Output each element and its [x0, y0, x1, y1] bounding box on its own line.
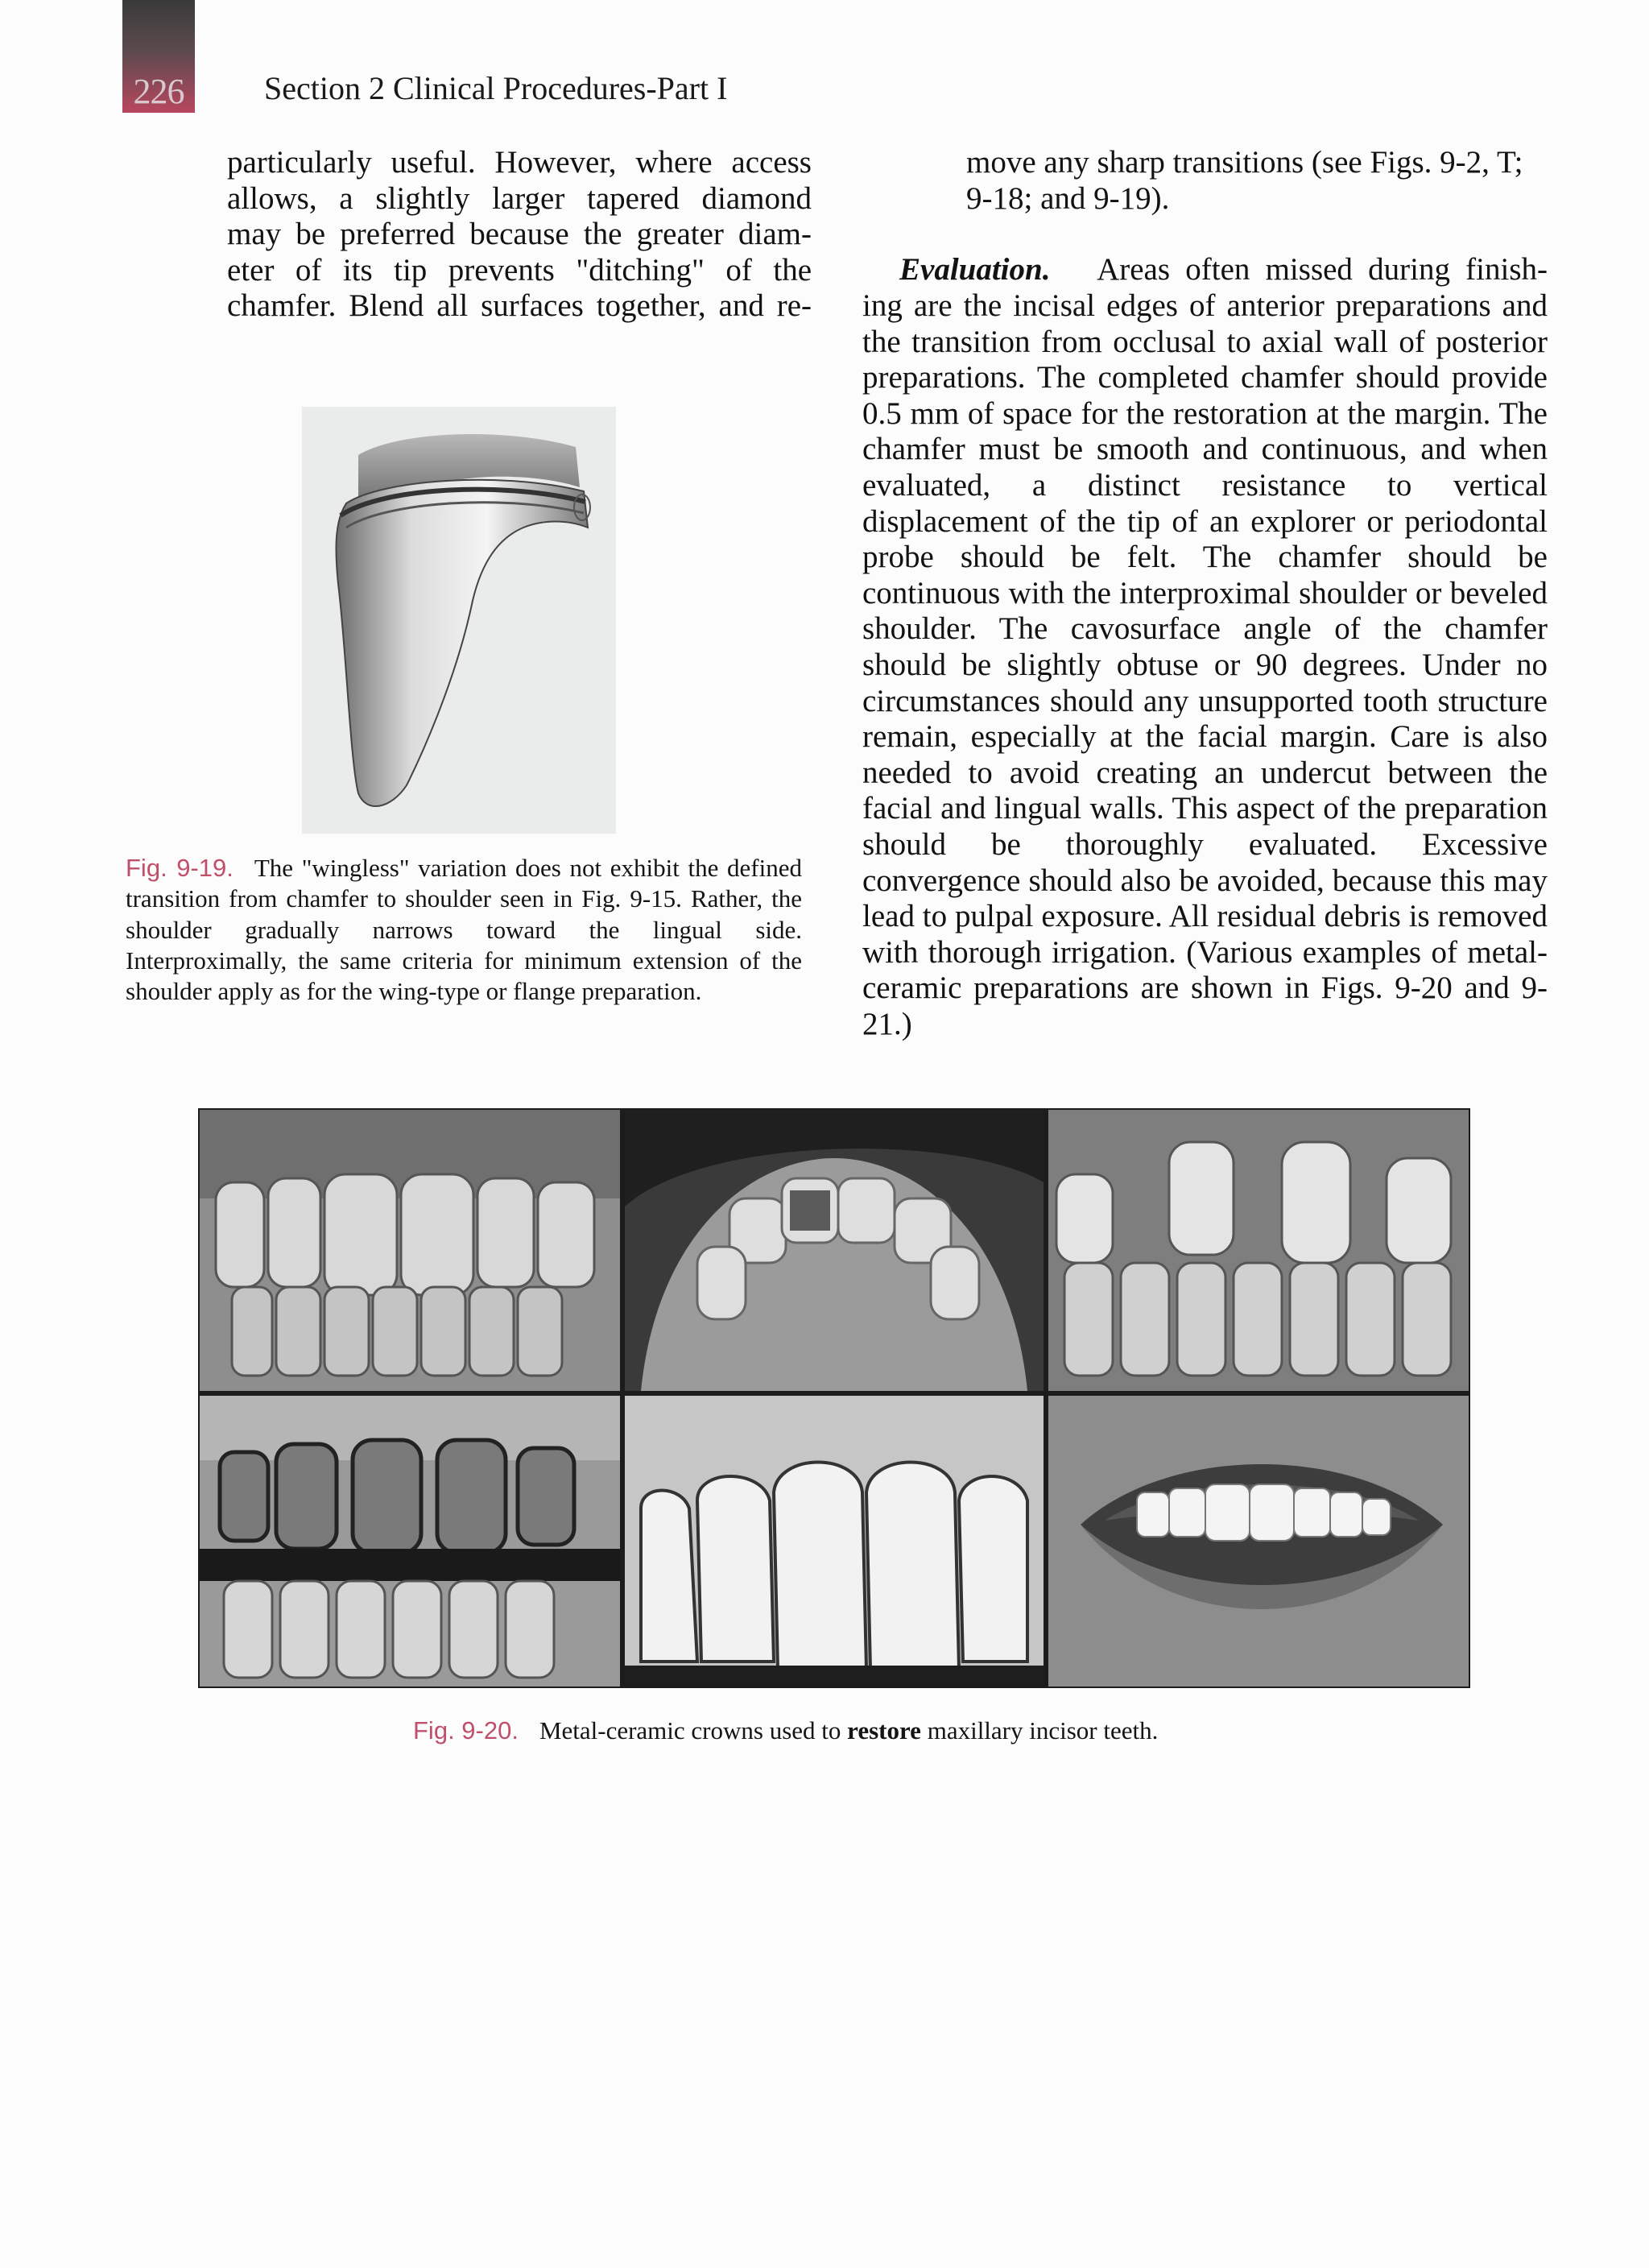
photo-preoperative-anterior [200, 1110, 620, 1391]
figure-label: Fig. 9-19. [126, 854, 234, 882]
photo-smile [1048, 1396, 1469, 1687]
figure-9-20-caption [413, 1715, 1379, 1746]
photo-occlusal-view [625, 1110, 1044, 1391]
figure-9-20-photo-grid [198, 1108, 1470, 1688]
caption-text: Metal-ceramic crowns used to [539, 1716, 841, 1744]
photo-completed-crowns [625, 1396, 1044, 1687]
caption-text: The "wingless" variation does not exhibit the defined transition from chamfer to shoulder seen in Fig. 9-15. Rather, the shoulder gradually narrows toward the lingual side. Interproximally, the same criteria for minimum extension of the shoulder apply as for the wing-type or flange preparation. [126, 854, 802, 1006]
photo-prepared-teeth [200, 1396, 620, 1687]
run-in-heading: Evaluation. [899, 252, 1051, 287]
evaluation-paragraph: ing are the incisal edges of anterior preparations and the transition from occlusal to axial wall of posterior preparations. The completed chamfer should provide 0.5 mm of space for the restoration at the margin. The chamfer must be smooth and continuous, and when evaluated, a distinct resistance to vertical displacement of the tip of an explorer or periodontal probe should be felt. The chamfer should be continuous with the interproximal shoulder or beveled shoulder. The cavosurface angle of the chamfer should be slightly obtuse or 90 degrees. Under no circumstances should any unsupported tooth structure remain, especially at the facial margin. Care is also needed to avoid creating an undercut between the facial and lingual walls. This aspect of the preparation should be thoroughly evaluated. Excessive convergence should also be avoided, because this may lead to pulpal exposure. All residual debris is removed with thorough irrigation. (Various examples of metal-ceramic preparations are shown in Figs. 9-20 and 9-21.) [862, 288, 1548, 1041]
caption-bold-word: restore [847, 1716, 921, 1744]
text-line: eter of its tip prevents "ditching" of the [227, 252, 812, 288]
running-head: Section 2 Clinical Procedures-Part I [264, 70, 728, 106]
left-column-text [227, 145, 812, 288]
text-line: particularly useful. However, where access [227, 145, 812, 180]
figure-label: Fig. 9-20. [413, 1716, 519, 1744]
figure-9-19-illustration [302, 407, 616, 834]
page-number: 226 [133, 72, 184, 111]
left-column-last-line: chamfer. Blend all surfaces together, and re- [227, 288, 812, 323]
figure-9-19-caption [126, 853, 802, 1007]
tooth-preparation-drawing [302, 407, 616, 834]
evaluation-first-line [899, 252, 1548, 288]
text-line: Areas often missed during finish- [1097, 252, 1548, 287]
caption-text: maxillary incisor teeth. [927, 1716, 1159, 1744]
text-line: may be preferred because the greater diam- [227, 217, 812, 252]
right-column-continuation: move any sharp transitions (see Figs. 9-2, T; 9-18; and 9-19). [966, 145, 1523, 216]
text-line: allows, a slightly larger tapered diamond [227, 180, 812, 216]
photo-fractured-incisors [1048, 1110, 1469, 1391]
